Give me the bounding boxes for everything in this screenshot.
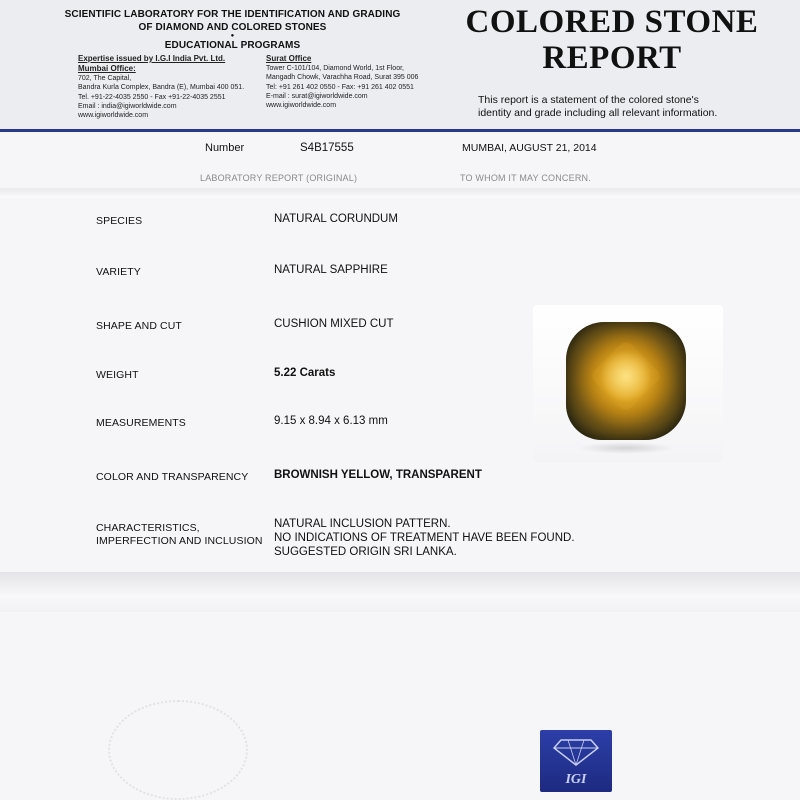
gem-reflection	[578, 442, 674, 454]
measurements-label: MEASUREMENTS	[96, 417, 186, 429]
shape-cut-value: CUSHION MIXED CUT	[274, 318, 394, 330]
mumbai-office	[78, 54, 263, 120]
expertise-line: Expertise issued by I.G.I India Pvt. Ltd.	[78, 54, 226, 63]
color-transparency-value: BROWNISH YELLOW, TRANSPARENT	[274, 469, 482, 481]
species-value: NATURAL CORUNDUM	[274, 213, 398, 225]
lab-title	[40, 8, 425, 52]
mumbai-office-title: Mumbai Office:	[78, 64, 136, 73]
characteristics-value-line3: SUGGESTED ORIGIN SRI LANKA.	[274, 546, 457, 558]
surat-address-line1: Tower C-101/104, Diamond World, 1st Floor,	[266, 65, 404, 72]
species-label: SPECIES	[96, 215, 143, 227]
characteristics-value-line2: NO INDICATIONS OF TREATMENT HAVE BEEN FOUND.	[274, 532, 575, 544]
number-label: Number	[205, 142, 245, 154]
report-title-line1: COLORED STONE	[465, 4, 759, 40]
surat-office-title: Surat Office	[266, 54, 312, 63]
color-transparency-label: COLOR AND TRANSPARENCY	[96, 471, 249, 483]
report-description	[478, 94, 740, 119]
mumbai-email: Email : india@igiworldwide.com	[78, 102, 177, 110]
surat-website: www.igiworldwide.com	[266, 102, 337, 110]
report-place-date: MUMBAI, AUGUST 21, 2014	[462, 142, 597, 154]
report-title-line2: REPORT	[542, 40, 682, 76]
characteristics-value-line1: NATURAL INCLUSION PATTERN.	[274, 518, 451, 530]
report-header	[0, 0, 800, 132]
logo-text: IGI	[565, 772, 587, 787]
variety-value: NATURAL SAPPHIRE	[274, 264, 388, 276]
bullet-dot-icon: ●	[230, 33, 235, 39]
lab-title-line1: SCIENTIFIC LABORATORY FOR THE IDENTIFICATION AND GRADING	[64, 9, 401, 20]
report-desc-line2: identity and grade including all relevant information.	[478, 106, 718, 119]
report-title	[452, 4, 772, 76]
surat-phone: Tel: +91 261 402 0550 - Fax: +91 261 402 0551	[266, 83, 414, 91]
surat-email: E-mail : surat@igiworldwide.com	[266, 92, 368, 100]
diamond-logo-icon	[553, 738, 599, 766]
characteristics-value	[274, 517, 575, 559]
mumbai-website: www.igiworldwide.com	[78, 112, 149, 120]
measurements-value: 9.15 x 8.94 x 6.13 mm	[274, 415, 388, 427]
report-number: S4B17555	[300, 142, 354, 154]
variety-label: VARIETY	[96, 266, 141, 278]
mumbai-phone: Tel. +91-22-4035 2550 - Fax +91-22-4035 2551	[78, 93, 226, 101]
weight-value: 5.22 Carats	[274, 367, 336, 379]
characteristics-label-line2: IMPERFECTION AND INCLUSION	[96, 535, 263, 547]
surat-address-line2: Mangadh Chowk, Varachha Road, Surat 395 006	[266, 74, 419, 82]
surat-office	[266, 54, 436, 110]
lab-title-line2: OF DIAMOND AND COLORED STONES	[138, 22, 327, 33]
mumbai-address-line2: Bandra Kurla Complex, Bandra (E), Mumbai 400 051.	[78, 84, 245, 92]
shape-cut-label: SHAPE AND CUT	[96, 320, 182, 332]
paper-fold	[0, 188, 800, 198]
lab-title-line3: EDUCATIONAL PROGRAMS	[164, 40, 301, 51]
lab-report-original: LABORATORY REPORT (ORIGINAL)	[200, 173, 358, 183]
to-whom-concern: TO WHOM IT MAY CONCERN.	[460, 173, 591, 183]
characteristics-label-line1: CHARACTERISTICS,	[96, 522, 200, 534]
report-desc-line1: This report is a statement of the colored stone's	[478, 94, 699, 106]
paper-fold-lower	[0, 572, 800, 612]
embossed-seal	[108, 700, 248, 800]
weight-label: WEIGHT	[96, 369, 139, 381]
mumbai-address-line1: 702, The Capital,	[78, 75, 132, 82]
characteristics-label	[96, 522, 263, 548]
